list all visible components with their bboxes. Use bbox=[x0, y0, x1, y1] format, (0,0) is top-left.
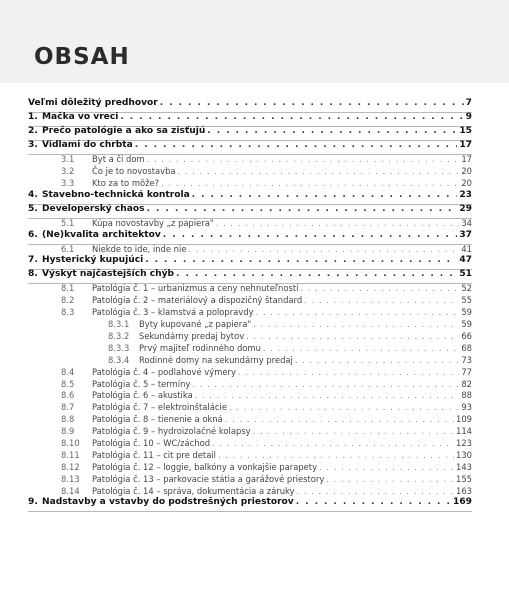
toc-title: Patológia č. 6 – akustika bbox=[92, 390, 193, 401]
toc-leader bbox=[238, 368, 459, 376]
toc-leader bbox=[300, 284, 459, 292]
toc-leader bbox=[145, 256, 457, 265]
toc-chapter[interactable] bbox=[28, 205, 472, 219]
toc-leader bbox=[188, 245, 459, 253]
toc-title: Patológia č. 14 – správa, dokumentácia a záruky bbox=[92, 485, 295, 496]
toc-subsection[interactable] bbox=[28, 344, 472, 356]
toc-chapter[interactable] bbox=[28, 141, 472, 155]
toc-title: Výskyt najčastejších chýb bbox=[42, 269, 175, 280]
toc-leader bbox=[218, 451, 454, 459]
toc-title: Patológia č. 11 – cit pre detail bbox=[92, 449, 217, 460]
toc-title: Patológia č. 10 – WC/záchod bbox=[92, 438, 211, 449]
toc-subsection[interactable] bbox=[28, 356, 472, 368]
page-title: OBSAH bbox=[34, 44, 130, 70]
toc-title: Kúpa novostavby „z papiera" bbox=[92, 217, 214, 228]
toc-number: 8.6 bbox=[61, 390, 75, 401]
toc-leader bbox=[161, 179, 459, 187]
toc-leader bbox=[135, 141, 458, 150]
toc-chapter[interactable] bbox=[28, 231, 472, 245]
toc-title: Patológia č. 5 – termíny bbox=[92, 378, 191, 389]
toc-leader bbox=[178, 167, 460, 175]
header-band bbox=[0, 0, 509, 83]
toc-number: 8.11 bbox=[61, 449, 80, 460]
toc-title: Hysterický kupujúci bbox=[42, 255, 144, 266]
toc-subsection[interactable] bbox=[28, 475, 472, 487]
toc-title: Developerský chaos bbox=[42, 203, 145, 214]
toc-leader bbox=[147, 205, 458, 214]
toc-title: Patológia č. 3 – klamstvá a polopravdy bbox=[92, 307, 254, 318]
toc-title: Patológia č. 7 – elektroinštalácie bbox=[92, 402, 227, 413]
toc-page-number: 20 bbox=[461, 165, 472, 176]
toc-page-number: 29 bbox=[459, 203, 472, 214]
toc-page-number: 17 bbox=[459, 140, 472, 150]
toc-number: 8.10 bbox=[61, 438, 80, 449]
toc-page-number: 68 bbox=[461, 342, 472, 353]
toc-title: Mačka vo vreci bbox=[42, 112, 119, 122]
toc-title: Patológia č. 4 – podlahové výmery bbox=[92, 366, 236, 377]
toc-page-number: 88 bbox=[461, 390, 472, 401]
toc-page-number: 73 bbox=[461, 354, 472, 365]
toc-subsection[interactable] bbox=[28, 219, 472, 231]
toc-title: Prvý majiteľ rodinného domu bbox=[139, 342, 261, 353]
toc-leader bbox=[212, 439, 454, 447]
toc-title: Nadstavby a vstavby do podstrešných priestorov bbox=[42, 497, 294, 508]
toc-leader bbox=[192, 380, 459, 388]
toc-title: Veľmi dôležitý predhovor bbox=[28, 98, 158, 108]
toc-page-number: 143 bbox=[456, 461, 472, 472]
toc-page-number: 20 bbox=[461, 177, 472, 188]
toc-page-number: 23 bbox=[459, 189, 472, 200]
toc-title: Patológia č. 1 – urbanizmus a ceny nehnuteľností bbox=[92, 283, 299, 294]
toc-number: 8.3 bbox=[61, 307, 75, 318]
toc-page-number: 169 bbox=[453, 497, 472, 508]
toc-chapter[interactable] bbox=[28, 113, 472, 127]
toc-leader bbox=[195, 391, 460, 399]
toc-leader bbox=[229, 403, 459, 411]
toc-page-number: 7 bbox=[465, 98, 472, 108]
toc-leader bbox=[253, 427, 454, 435]
toc-page-number: 41 bbox=[461, 243, 472, 254]
toc-page-number: 55 bbox=[461, 295, 472, 306]
toc-title: Rodinné domy na sekundárny predaj bbox=[139, 354, 293, 365]
toc-title: Byt a či dom bbox=[92, 154, 145, 164]
toc-number: 8.7 bbox=[61, 402, 75, 413]
toc-number: 8.9 bbox=[61, 426, 75, 437]
toc-title: Čo je to novostavba bbox=[92, 165, 176, 176]
toc-leader bbox=[147, 155, 460, 163]
toc-page-number: 15 bbox=[459, 126, 472, 136]
toc-page-number: 82 bbox=[461, 378, 472, 389]
toc-title: Patológia č. 9 – hydroizolačné kolapsy bbox=[92, 426, 251, 437]
toc-page-number: 59 bbox=[461, 319, 472, 330]
toc-number: 5.1 bbox=[61, 217, 75, 228]
toc-chapter[interactable] bbox=[28, 99, 472, 113]
toc-title: Patológia č. 13 – parkovacie státia a garážové priestory bbox=[92, 473, 325, 484]
toc-page-number: 114 bbox=[456, 426, 472, 437]
toc-leader bbox=[160, 99, 464, 108]
toc-chapter[interactable] bbox=[28, 191, 472, 205]
toc-number: 3.3 bbox=[61, 177, 75, 188]
toc-subsection[interactable] bbox=[28, 179, 472, 191]
toc-title: Niekde to ide, inde nie bbox=[92, 243, 187, 254]
toc-leader bbox=[216, 219, 460, 227]
toc-number: 8.12 bbox=[61, 461, 80, 472]
toc-number: 9. bbox=[28, 497, 38, 508]
toc-subsection[interactable] bbox=[28, 463, 472, 475]
toc-number: 2. bbox=[28, 126, 38, 136]
toc-page-number: 93 bbox=[461, 402, 472, 413]
toc-number: 6. bbox=[28, 229, 38, 240]
toc-leader bbox=[263, 344, 459, 352]
toc-leader bbox=[304, 296, 459, 304]
toc-leader bbox=[120, 113, 463, 122]
toc-leader bbox=[296, 498, 451, 507]
toc-leader bbox=[319, 463, 454, 471]
toc-title: Byty kupované „z papiera" bbox=[139, 319, 252, 330]
toc-number: 4. bbox=[28, 189, 38, 200]
toc-leader bbox=[246, 332, 459, 340]
toc-leader bbox=[256, 308, 460, 316]
toc-number: 3. bbox=[28, 140, 38, 150]
toc-subsection[interactable] bbox=[28, 320, 472, 332]
toc-leader bbox=[326, 475, 454, 483]
toc-number: 3.2 bbox=[61, 165, 75, 176]
toc-page-number: 37 bbox=[459, 229, 472, 240]
toc-page-number: 155 bbox=[456, 473, 472, 484]
toc-leader bbox=[207, 127, 457, 136]
toc-number: 8.4 bbox=[61, 366, 75, 377]
toc-number: 1. bbox=[28, 112, 38, 122]
toc-leader bbox=[163, 231, 458, 240]
toc-page-number: 9 bbox=[465, 112, 472, 122]
toc-page-number: 51 bbox=[459, 269, 472, 280]
toc-page-number: 130 bbox=[456, 449, 472, 460]
toc-number: 8.3.3 bbox=[108, 342, 130, 353]
toc-number: 8.13 bbox=[61, 473, 80, 484]
toc-page-number: 66 bbox=[461, 331, 472, 342]
toc-page-number: 77 bbox=[461, 366, 472, 377]
toc-page-number: 163 bbox=[456, 485, 472, 496]
toc-number: 5. bbox=[28, 203, 38, 214]
toc-number: 8. bbox=[28, 269, 38, 280]
toc-page-number: 34 bbox=[461, 217, 472, 228]
toc-title: Kto za to môže? bbox=[92, 177, 160, 188]
toc-number: 8.3.1 bbox=[108, 319, 130, 330]
toc-number: 8.14 bbox=[61, 485, 80, 496]
toc-title: Vidlami do chrbta bbox=[42, 140, 133, 150]
toc-title: Patológia č. 2 – materiálový a dispozičný štandard bbox=[92, 295, 303, 306]
toc-title: Patológia č. 12 – loggie, balkóny a vonkajšie parapety bbox=[92, 461, 318, 472]
toc-leader bbox=[253, 320, 459, 328]
toc-number: 8.5 bbox=[61, 378, 75, 389]
toc-leader bbox=[192, 191, 458, 200]
toc-chapter[interactable] bbox=[28, 270, 472, 284]
toc-subsection[interactable] bbox=[28, 368, 472, 380]
toc-number: 8.2 bbox=[61, 295, 75, 306]
toc-title: Patológia č. 8 – tienenie a okná bbox=[92, 414, 223, 425]
toc-page-number: 52 bbox=[461, 283, 472, 294]
toc-chapter[interactable] bbox=[28, 498, 472, 512]
toc-leader bbox=[297, 487, 454, 495]
toc-page-number: 109 bbox=[456, 414, 472, 425]
toc-page-number: 17 bbox=[461, 154, 472, 164]
toc-number: 8.1 bbox=[61, 283, 75, 294]
toc-number: 7. bbox=[28, 255, 38, 266]
toc-title: Stavebno-technická kontrola bbox=[42, 189, 190, 200]
toc-chapter[interactable] bbox=[28, 127, 472, 141]
toc-page-number: 59 bbox=[461, 307, 472, 318]
toc-number: 3.1 bbox=[61, 154, 75, 164]
toc-page-number: 123 bbox=[456, 438, 472, 449]
toc-subsection[interactable] bbox=[28, 167, 472, 179]
toc-number: 8.8 bbox=[61, 414, 75, 425]
toc-number: 8.3.2 bbox=[108, 331, 130, 342]
toc-number: 8.3.4 bbox=[108, 354, 130, 365]
toc-leader bbox=[225, 415, 454, 423]
toc-title: (Ne)kvalita architektov bbox=[42, 229, 161, 240]
table-of-contents bbox=[28, 99, 472, 512]
toc-title: Sekundárny predaj bytov bbox=[139, 331, 245, 342]
toc-number: 6.1 bbox=[61, 243, 75, 254]
toc-leader bbox=[295, 356, 459, 364]
toc-title: Prečo patológie a ako sa zisťujú bbox=[42, 126, 206, 136]
toc-leader bbox=[176, 270, 457, 279]
toc-page-number: 47 bbox=[459, 255, 472, 266]
